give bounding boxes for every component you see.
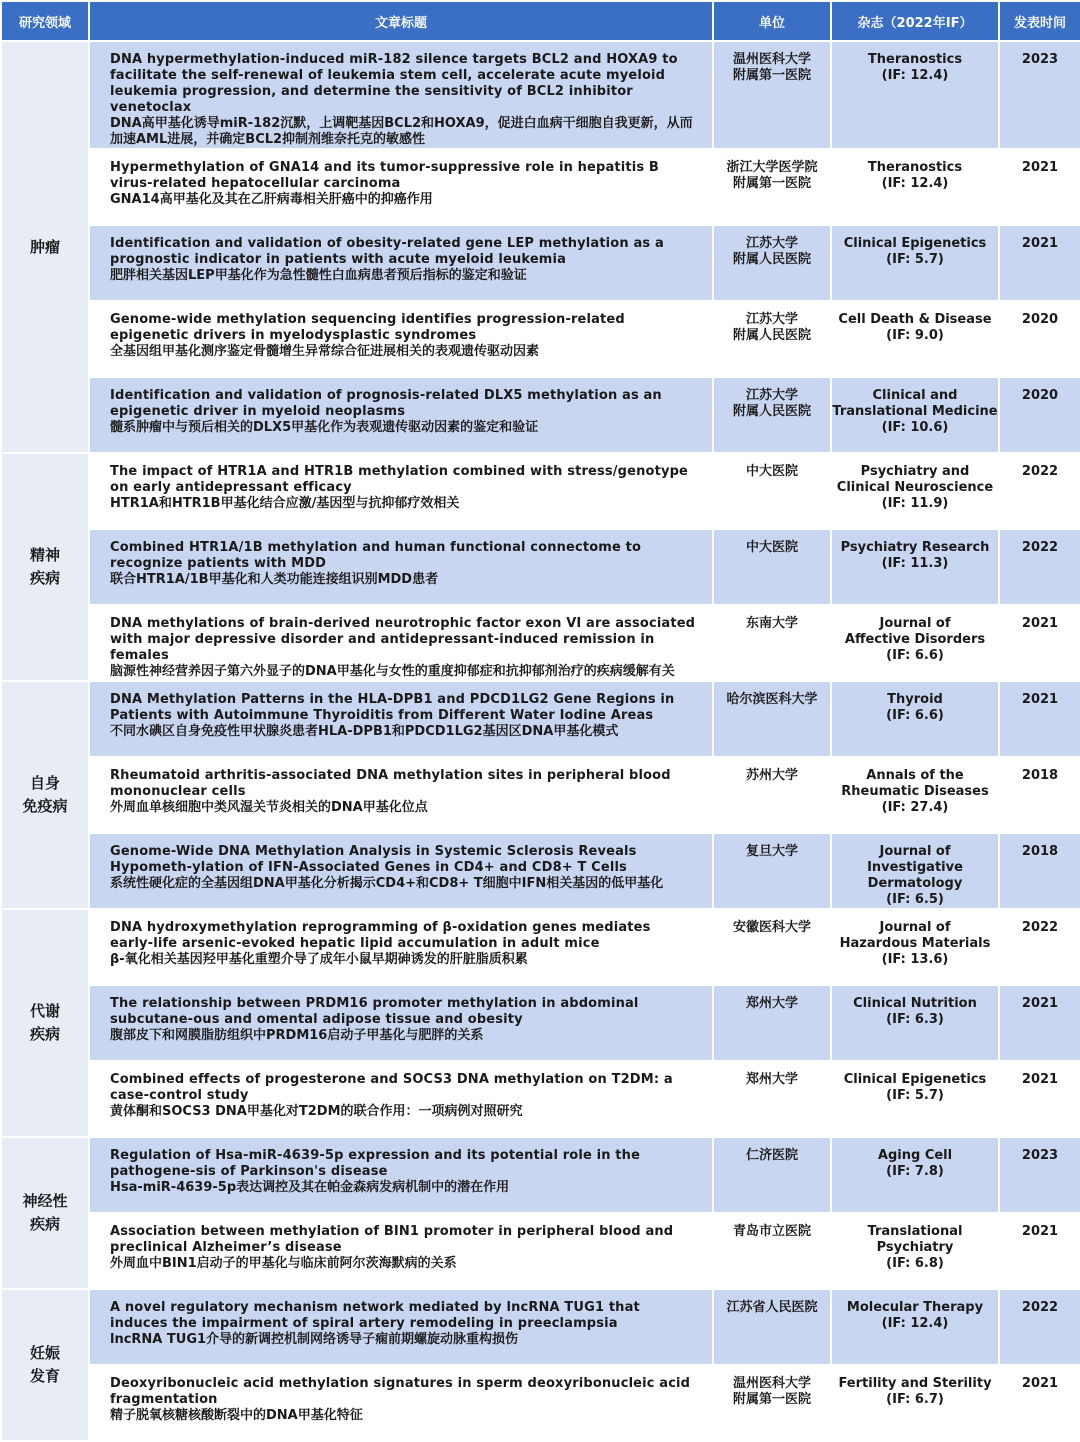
unit-cell bbox=[713, 1365, 831, 1441]
title-en: Identification and validation of prognosis-related DLX5 methylation as an epigenetic driver in myeloid neoplasms bbox=[110, 388, 662, 419]
journal-text: Clinical and Translational Medicine (IF: 10.6) bbox=[832, 388, 998, 435]
title-cell bbox=[89, 1061, 713, 1137]
year-cell: 2021 bbox=[999, 225, 1080, 301]
unit-text: 郑州大学 bbox=[745, 1072, 798, 1087]
category-cell bbox=[1, 909, 89, 1137]
title-en: The impact of HTR1A and HTR1B methylation combined with stress/genotype on early antidepressant efficacy bbox=[110, 464, 688, 495]
title-en: Deoxyribonucleic acid methylation signatures in sperm deoxyribonucleic acid fragmentation bbox=[110, 1376, 691, 1407]
journal-text: Psychiatry Research (IF: 11.3) bbox=[840, 540, 990, 571]
journal-text: Psychiatry and Clinical Neuroscience (IF: 11.9) bbox=[836, 464, 994, 511]
year-cell: 2021 bbox=[999, 605, 1080, 681]
journal-text: Cell Death & Disease (IF: 9.0) bbox=[838, 312, 992, 343]
journal-text: Fertility and Sterility (IF: 6.7) bbox=[838, 1376, 992, 1407]
unit-text: 东南大学 bbox=[745, 616, 798, 631]
unit-cell bbox=[713, 1061, 831, 1137]
title-en: DNA hydroxymethylation reprogramming of β-oxidation genes mediates early-life arsenic-evoked hepatic lipid accumulation in adult mice bbox=[110, 920, 651, 951]
year-cell: 2021 bbox=[999, 1213, 1080, 1289]
journal-cell bbox=[831, 1365, 999, 1441]
category-cell bbox=[1, 681, 89, 909]
unit-text: 复旦大学 bbox=[745, 844, 798, 859]
unit-cell bbox=[713, 1213, 831, 1289]
table-row bbox=[1, 377, 1080, 453]
journal-cell bbox=[831, 681, 999, 757]
title-zh: 全基因组甲基化测序鉴定骨髓增生异常综合征进展相关的表观遗传驱动因素 bbox=[110, 344, 540, 359]
journal-cell bbox=[831, 377, 999, 453]
title-zh: 系统性硬化症的全基因组DNA甲基化分析揭示CD4+和CD8+ T细胞中IFN相关基因的低甲基化 bbox=[110, 876, 664, 891]
journal-cell bbox=[831, 453, 999, 529]
title-en: Association between methylation of BIN1 promoter in peripheral blood and preclinical Alzheimer’s disease bbox=[110, 1224, 674, 1255]
unit-cell bbox=[713, 1137, 831, 1213]
unit-text: 哈尔滨医科大学 bbox=[726, 692, 818, 707]
category-cell bbox=[1, 1289, 89, 1441]
year-cell: 2023 bbox=[999, 41, 1080, 149]
header-title: 文章标题 bbox=[89, 1, 713, 41]
year-cell: 2022 bbox=[999, 1289, 1080, 1365]
journal-cell bbox=[831, 41, 999, 149]
journal-text: Aging Cell (IF: 7.8) bbox=[877, 1148, 953, 1179]
unit-cell bbox=[713, 529, 831, 605]
year-cell: 2020 bbox=[999, 301, 1080, 377]
title-zh: β-氧化相关基因羟甲基化重塑介导了成年小鼠早期砷诱发的肝脏脂质积累 bbox=[110, 952, 528, 967]
title-en: DNA hypermethylation-induced miR-182 silence targets BCL2 and HOXA9 to facilitate the self-renewal of leukemia stem cell, accelerate acute myeloid leukemia progression, and determine the sensitivity of BCL2 inhibitor venetoclax bbox=[110, 52, 678, 115]
category-label: 神经性 疾病 bbox=[22, 1192, 68, 1233]
unit-text: 青岛市立医院 bbox=[732, 1224, 811, 1239]
title-cell bbox=[89, 301, 713, 377]
title-zh: 联合HTR1A/1B甲基化和人类功能连接组识别MDD患者 bbox=[110, 572, 439, 587]
category-cell bbox=[1, 453, 89, 681]
title-en: A novel regulatory mechanism network mediated by lncRNA TUG1 that induces the impairment of spiral artery remodeling in preeclampsia bbox=[110, 1300, 640, 1331]
title-cell bbox=[89, 985, 713, 1061]
year-cell: 2022 bbox=[999, 529, 1080, 605]
title-cell bbox=[89, 681, 713, 757]
year-cell: 2018 bbox=[999, 757, 1080, 833]
journal-cell bbox=[831, 1061, 999, 1137]
title-cell bbox=[89, 377, 713, 453]
table-row bbox=[1, 909, 1080, 985]
year-cell: 2021 bbox=[999, 1365, 1080, 1441]
table-row bbox=[1, 681, 1080, 757]
unit-cell bbox=[713, 149, 831, 225]
journal-cell bbox=[831, 985, 999, 1061]
table-row bbox=[1, 453, 1080, 529]
unit-text: 中大医院 bbox=[745, 464, 798, 479]
journal-cell bbox=[831, 605, 999, 681]
table-row bbox=[1, 1137, 1080, 1213]
journal-text: Thyroid (IF: 6.6) bbox=[886, 692, 944, 723]
title-cell bbox=[89, 757, 713, 833]
title-zh: 外周血中BIN1启动子的甲基化与临床前阿尔茨海默病的关系 bbox=[110, 1256, 457, 1271]
category-label: 妊娠 发育 bbox=[29, 1344, 60, 1385]
title-zh: HTR1A和HTR1B甲基化结合应激/基因型与抗抑郁疗效相关 bbox=[110, 496, 460, 511]
journal-text: Clinical Epigenetics (IF: 5.7) bbox=[843, 236, 987, 267]
title-en: DNA methylations of brain-derived neurotrophic factor exon VI are associated with major depressive disorder and antidepressant-induced remission in females bbox=[110, 616, 696, 663]
header-unit: 单位 bbox=[713, 1, 831, 41]
title-en: Regulation of Hsa-miR-4639-5p expression and its potential role in the pathogene-sis of Parkinson's disease bbox=[110, 1148, 641, 1179]
year-cell: 2021 bbox=[999, 681, 1080, 757]
title-cell bbox=[89, 1289, 713, 1365]
unit-cell bbox=[713, 757, 831, 833]
year-cell: 2021 bbox=[999, 149, 1080, 225]
unit-text: 郑州大学 bbox=[745, 996, 798, 1011]
title-zh: 肥胖相关基因LEP甲基化作为急性髓性白血病患者预后指标的鉴定和验证 bbox=[110, 268, 527, 283]
unit-cell bbox=[713, 41, 831, 149]
title-en: Genome-Wide DNA Methylation Analysis in Systemic Sclerosis Reveals Hypometh-ylation of IFN-Associated Genes in CD4+ and CD8+ T Cells bbox=[110, 844, 637, 875]
unit-cell bbox=[713, 605, 831, 681]
journal-text: Translational Psychiatry (IF: 6.8) bbox=[867, 1224, 963, 1271]
unit-text: 安徽医科大学 bbox=[732, 920, 811, 935]
journal-text: Theranostics (IF: 12.4) bbox=[867, 52, 963, 83]
title-cell bbox=[89, 41, 713, 149]
table-row bbox=[1, 757, 1080, 833]
unit-cell bbox=[713, 833, 831, 909]
header-field: 研究领域 bbox=[1, 1, 89, 41]
year-cell: 2021 bbox=[999, 1061, 1080, 1137]
table-row bbox=[1, 41, 1080, 149]
table-row bbox=[1, 833, 1080, 909]
title-en: Combined effects of progesterone and SOCS3 DNA methylation on T2DM: a case-control study bbox=[110, 1072, 673, 1103]
header-row bbox=[1, 1, 1080, 41]
title-cell bbox=[89, 225, 713, 301]
unit-cell bbox=[713, 1289, 831, 1365]
journal-text: Annals of the Rheumatic Diseases (IF: 27.4) bbox=[841, 768, 989, 815]
unit-cell bbox=[713, 377, 831, 453]
journal-cell bbox=[831, 1137, 999, 1213]
title-zh: 黄体酮和SOCS3 DNA甲基化对T2DM的联合作用：一项病例对照研究 bbox=[110, 1104, 523, 1119]
title-en: Combined HTR1A/1B methylation and human functional connectome to recognize patients with MDD bbox=[110, 540, 642, 571]
table-row bbox=[1, 225, 1080, 301]
journal-cell bbox=[831, 1289, 999, 1365]
journal-text: Clinical Nutrition (IF: 6.3) bbox=[853, 996, 977, 1027]
unit-text: 江苏大学 附属人民医院 bbox=[732, 388, 811, 419]
unit-cell bbox=[713, 453, 831, 529]
header-journal: 杂志（2022年IF） bbox=[831, 1, 999, 41]
title-zh: Hsa-miR-4639-5p表达调控及其在帕金森病发病机制中的潜在作用 bbox=[110, 1180, 510, 1195]
unit-text: 浙江大学医学院 附属第一医院 bbox=[726, 160, 818, 191]
table-row bbox=[1, 1213, 1080, 1289]
title-en: DNA Methylation Patterns in the HLA-DPB1 and PDCD1LG2 Gene Regions in Patients with Autoimmune Thyroiditis from Different Water Iodine Areas bbox=[110, 692, 675, 723]
unit-text: 江苏大学 附属人民医院 bbox=[732, 312, 811, 343]
table-row bbox=[1, 985, 1080, 1061]
journal-text: Molecular Therapy (IF: 12.4) bbox=[846, 1300, 984, 1331]
journal-cell bbox=[831, 225, 999, 301]
table-row bbox=[1, 1289, 1080, 1365]
title-zh: DNA高甲基化诱导miR-182沉默，上调靶基因BCL2和HOXA9，促进白血病干细胞自我更新，从而加速AML进展，并确定BCL2抑制剂维奈托克的敏感性 bbox=[110, 116, 693, 147]
category-cell bbox=[1, 1137, 89, 1289]
title-en: Identification and validation of obesity-related gene LEP methylation as a prognostic indicator in patients with acute myeloid leukemia bbox=[110, 236, 664, 267]
title-cell bbox=[89, 605, 713, 681]
journal-cell bbox=[831, 301, 999, 377]
title-zh: 不同水碘区自身免疫性甲状腺炎患者HLA-DPB1和PDCD1LG2基因区DNA甲基化模式 bbox=[110, 724, 619, 739]
category-label: 自身 免疫病 bbox=[22, 774, 68, 815]
year-cell: 2023 bbox=[999, 1137, 1080, 1213]
title-zh: 脑源性神经营养因子第六外显子的DNA甲基化与女性的重度抑郁症和抗抑郁剂治疗的疾病缓解有关 bbox=[110, 664, 675, 679]
table-row bbox=[1, 605, 1080, 681]
table-row bbox=[1, 1365, 1080, 1441]
year-cell: 2022 bbox=[999, 453, 1080, 529]
journal-text: Clinical Epigenetics (IF: 5.7) bbox=[843, 1072, 987, 1103]
journal-cell bbox=[831, 833, 999, 909]
category-cell bbox=[1, 41, 89, 453]
journal-text: Journal of Affective Disorders (IF: 6.6) bbox=[844, 616, 986, 663]
journal-cell bbox=[831, 149, 999, 225]
unit-text: 中大医院 bbox=[745, 540, 798, 555]
journal-cell bbox=[831, 529, 999, 605]
journal-text: Theranostics (IF: 12.4) bbox=[867, 160, 963, 191]
title-cell bbox=[89, 529, 713, 605]
unit-text: 温州医科大学 附属第一医院 bbox=[732, 1376, 811, 1407]
unit-cell bbox=[713, 681, 831, 757]
header-year: 发表时间 bbox=[999, 1, 1080, 41]
unit-cell bbox=[713, 225, 831, 301]
unit-text: 江苏大学 附属人民医院 bbox=[732, 236, 811, 267]
unit-cell bbox=[713, 301, 831, 377]
table-row bbox=[1, 149, 1080, 225]
title-cell bbox=[89, 453, 713, 529]
unit-cell bbox=[713, 909, 831, 985]
title-cell bbox=[89, 909, 713, 985]
table-body bbox=[1, 41, 1080, 1441]
unit-cell bbox=[713, 985, 831, 1061]
title-cell bbox=[89, 833, 713, 909]
title-cell bbox=[89, 1137, 713, 1213]
unit-text: 仁济医院 bbox=[745, 1148, 798, 1163]
table-row bbox=[1, 529, 1080, 605]
journal-cell bbox=[831, 757, 999, 833]
title-en: Hypermethylation of GNA14 and its tumor-suppressive role in hepatitis B virus-related hepatocellular carcinoma bbox=[110, 160, 659, 191]
table-row bbox=[1, 301, 1080, 377]
journal-cell bbox=[831, 1213, 999, 1289]
title-cell bbox=[89, 1365, 713, 1441]
title-en: Rheumatoid arthritis-associated DNA methylation sites in peripheral blood mononuclear cells bbox=[110, 768, 671, 799]
title-zh: 精子脱氧核糖核酸断裂中的DNA甲基化特征 bbox=[110, 1408, 363, 1423]
title-zh: 腹部皮下和网膜脂肪组织中PRDM16启动子甲基化与肥胖的关系 bbox=[110, 1028, 484, 1043]
title-cell bbox=[89, 1213, 713, 1289]
year-cell: 2018 bbox=[999, 833, 1080, 909]
year-cell: 2021 bbox=[999, 985, 1080, 1061]
title-en: The relationship between PRDM16 promoter methylation in abdominal subcutane-ous and omental adipose tissue and obesity bbox=[110, 996, 639, 1027]
journal-text: Journal of Hazardous Materials (IF: 13.6) bbox=[839, 920, 991, 967]
category-label: 精神 疾病 bbox=[29, 546, 60, 587]
title-en: Genome-wide methylation sequencing identifies progression-related epigenetic drivers in myelodysplastic syndromes bbox=[110, 312, 625, 343]
title-zh: 外周血单核细胞中类风湿关节炎相关的DNA甲基化位点 bbox=[110, 800, 428, 815]
year-cell: 2022 bbox=[999, 909, 1080, 985]
category-label: 代谢 疾病 bbox=[29, 1002, 60, 1043]
unit-text: 温州医科大学 附属第一医院 bbox=[732, 52, 811, 83]
journal-text: Journal of Investigative Dermatology (IF: 6.5) bbox=[867, 844, 963, 907]
year-cell: 2020 bbox=[999, 377, 1080, 453]
unit-text: 苏州大学 bbox=[745, 768, 798, 783]
title-zh: lncRNA TUG1介导的新调控机制网络诱导子痫前期螺旋动脉重构损伤 bbox=[110, 1332, 519, 1347]
journal-cell bbox=[831, 909, 999, 985]
unit-text: 江苏省人民医院 bbox=[726, 1300, 818, 1315]
table-row bbox=[1, 1061, 1080, 1137]
title-zh: GNA14高甲基化及其在乙肝病毒相关肝癌中的抑癌作用 bbox=[110, 192, 433, 207]
title-zh: 髓系肿瘤中与预后相关的DLX5甲基化作为表观遗传驱动因素的鉴定和验证 bbox=[110, 420, 539, 435]
category-label: 肿瘤 bbox=[29, 237, 60, 256]
title-cell bbox=[89, 149, 713, 225]
